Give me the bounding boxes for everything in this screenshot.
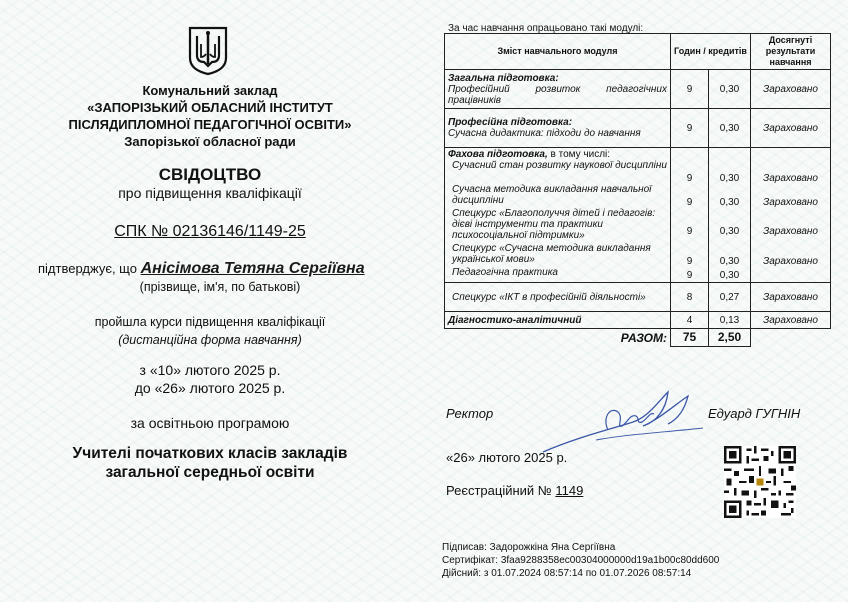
total-credits: 2,50 — [709, 329, 751, 347]
table-row — [445, 283, 831, 312]
general-title: Загальна підготовка: — [448, 72, 559, 84]
person-row — [38, 260, 398, 278]
diag-credits: 0,13 — [709, 312, 751, 329]
certificate-left-panel — [0, 0, 420, 602]
org-line-1: Комунальний заклад — [142, 83, 278, 98]
spec-hours-4: 9 — [686, 256, 693, 267]
prof-hours: 9 — [671, 109, 709, 148]
table-row — [445, 109, 831, 148]
prof-result: Зараховано — [751, 109, 831, 148]
diag-item: Діагностико-аналітичний — [448, 314, 582, 326]
person-name: Анісімова Тетяна Сергіївна — [140, 260, 365, 277]
ikt-credits: 0,27 — [709, 283, 751, 312]
org-line-4: Запорізької обласної ради — [124, 134, 296, 149]
program-name — [20, 444, 400, 482]
total-label: РАЗОМ: — [445, 329, 671, 347]
spec-result-2: Зараховано — [763, 197, 818, 208]
coat-of-arms-icon — [186, 24, 230, 76]
program-line-2: загальної середньої освіти — [105, 464, 315, 481]
org-line-3: ПІСЛЯДИПЛОМНОЇ ПЕДАГОГІЧНОЇ ОСВІТИ» — [68, 117, 352, 132]
general-result: Зараховано — [751, 70, 831, 109]
name-caption: (прізвище, ім'я, по батькові) — [139, 280, 301, 294]
org-line-2: «ЗАПОРІЗЬКИЙ ОБЛАСНИЙ ІНСТИТУТ — [87, 100, 333, 115]
table-header-row — [445, 34, 831, 70]
cert-id-line: Сертифікат: 3faa9288358ec00304000000d19a1b00c80dd600 — [442, 555, 720, 566]
spec-item-4: Спецкурс «Сучасна методика викладання української мови» — [452, 243, 651, 265]
signer-line: Підписав: Задорожкіна Яна Сергіївна — [442, 542, 616, 553]
col-content-header: Зміст навчального модуля — [445, 34, 671, 70]
document-title: СВІДОЦТВО — [158, 165, 262, 184]
spec-result-3: Зараховано — [763, 226, 818, 237]
date-to: до «26» лютого 2025 р. — [134, 380, 286, 396]
spec-item-3: Спецкурс «Благополуччя дітей і педагогів: дієві інструменти та практики психосоціальної підтримки» — [452, 208, 656, 241]
completed-text: пройшла курси підвищення кваліфікації — [94, 315, 326, 329]
table-row — [445, 312, 831, 329]
diag-hours: 4 — [671, 312, 709, 329]
document-subtitle: про підвищення кваліфікації — [118, 185, 302, 201]
spec-credits-4: 0,30 — [719, 256, 740, 267]
general-hours: 9 — [671, 70, 709, 109]
digital-signature-info — [442, 541, 719, 580]
confirms-text: підтверджує, що — [38, 261, 137, 276]
rector-name: Едуард ГУГНІН — [708, 406, 801, 421]
spec-credits-5: 0,30 — [719, 270, 740, 281]
diag-result: Зараховано — [751, 312, 831, 329]
table-row — [445, 70, 831, 109]
ikt-result: Зараховано — [751, 283, 831, 312]
ikt-item: Спецкурс «ІКТ в професійній діяльності» — [452, 291, 646, 303]
registration-number — [446, 483, 583, 498]
spec-item-5: Педагогічна практика — [452, 267, 558, 278]
total-hours: 75 — [671, 329, 709, 347]
spec-hours-2: 9 — [686, 197, 693, 208]
issue-date: «26» лютого 2025 р. — [446, 450, 568, 465]
col-results-header: Досягнуті результати навчання — [751, 34, 831, 70]
validity-line: Дійсний: з 01.07.2024 08:57:14 по 01.07.2026 08:57:14 — [442, 568, 692, 579]
prof-item: Сучасна дидактика: підходи до навчання — [448, 128, 641, 139]
qr-code-icon — [724, 446, 796, 518]
reg-number: 1149 — [555, 483, 584, 498]
certificate-number: СПК № 02136146/1149-25 — [114, 223, 306, 240]
modules-caption: За час навчання опрацьовано такі модулі: — [448, 23, 644, 34]
rector-label: Ректор — [446, 406, 494, 421]
spec-suffix: в тому числі: — [547, 149, 611, 160]
program-line-1: Учителі початкових класів закладів — [72, 445, 348, 462]
total-row — [445, 329, 831, 347]
spec-hours-5: 9 — [686, 270, 693, 281]
general-item: Професійний розвиток педагогічних працівників — [448, 83, 667, 106]
ikt-hours: 8 — [671, 283, 709, 312]
spec-credits-3: 0,30 — [719, 226, 740, 237]
spec-result-1: Зараховано — [763, 173, 818, 184]
spec-title: Фахова підготовка, — [448, 149, 548, 160]
general-credits: 0,30 — [709, 70, 751, 109]
study-form: (дистанційна форма навчання) — [118, 333, 302, 347]
reg-label: Реєстраційний № — [446, 483, 556, 498]
spec-credits-2: 0,30 — [719, 197, 740, 208]
program-intro: за освітньою програмою — [130, 415, 290, 431]
table-row — [445, 148, 831, 283]
spec-credits-1: 0,30 — [719, 173, 740, 184]
spec-hours-3: 9 — [686, 226, 693, 237]
spec-result-4: Зараховано — [763, 256, 818, 267]
prof-title: Професійна підготовка: — [448, 117, 573, 128]
prof-credits: 0,30 — [709, 109, 751, 148]
spec-item-1: Сучасний стан розвитку наукової дисципліни — [452, 160, 667, 171]
modules-table — [444, 33, 831, 347]
date-from: з «10» лютого 2025 р. — [139, 362, 281, 378]
certificate-right-panel — [438, 0, 838, 602]
spec-hours-1: 9 — [686, 173, 693, 184]
col-hours-header: Годин / кредитів — [671, 34, 751, 70]
spec-item-2: Сучасна методика викладання навчальної дисципліни — [452, 184, 652, 206]
